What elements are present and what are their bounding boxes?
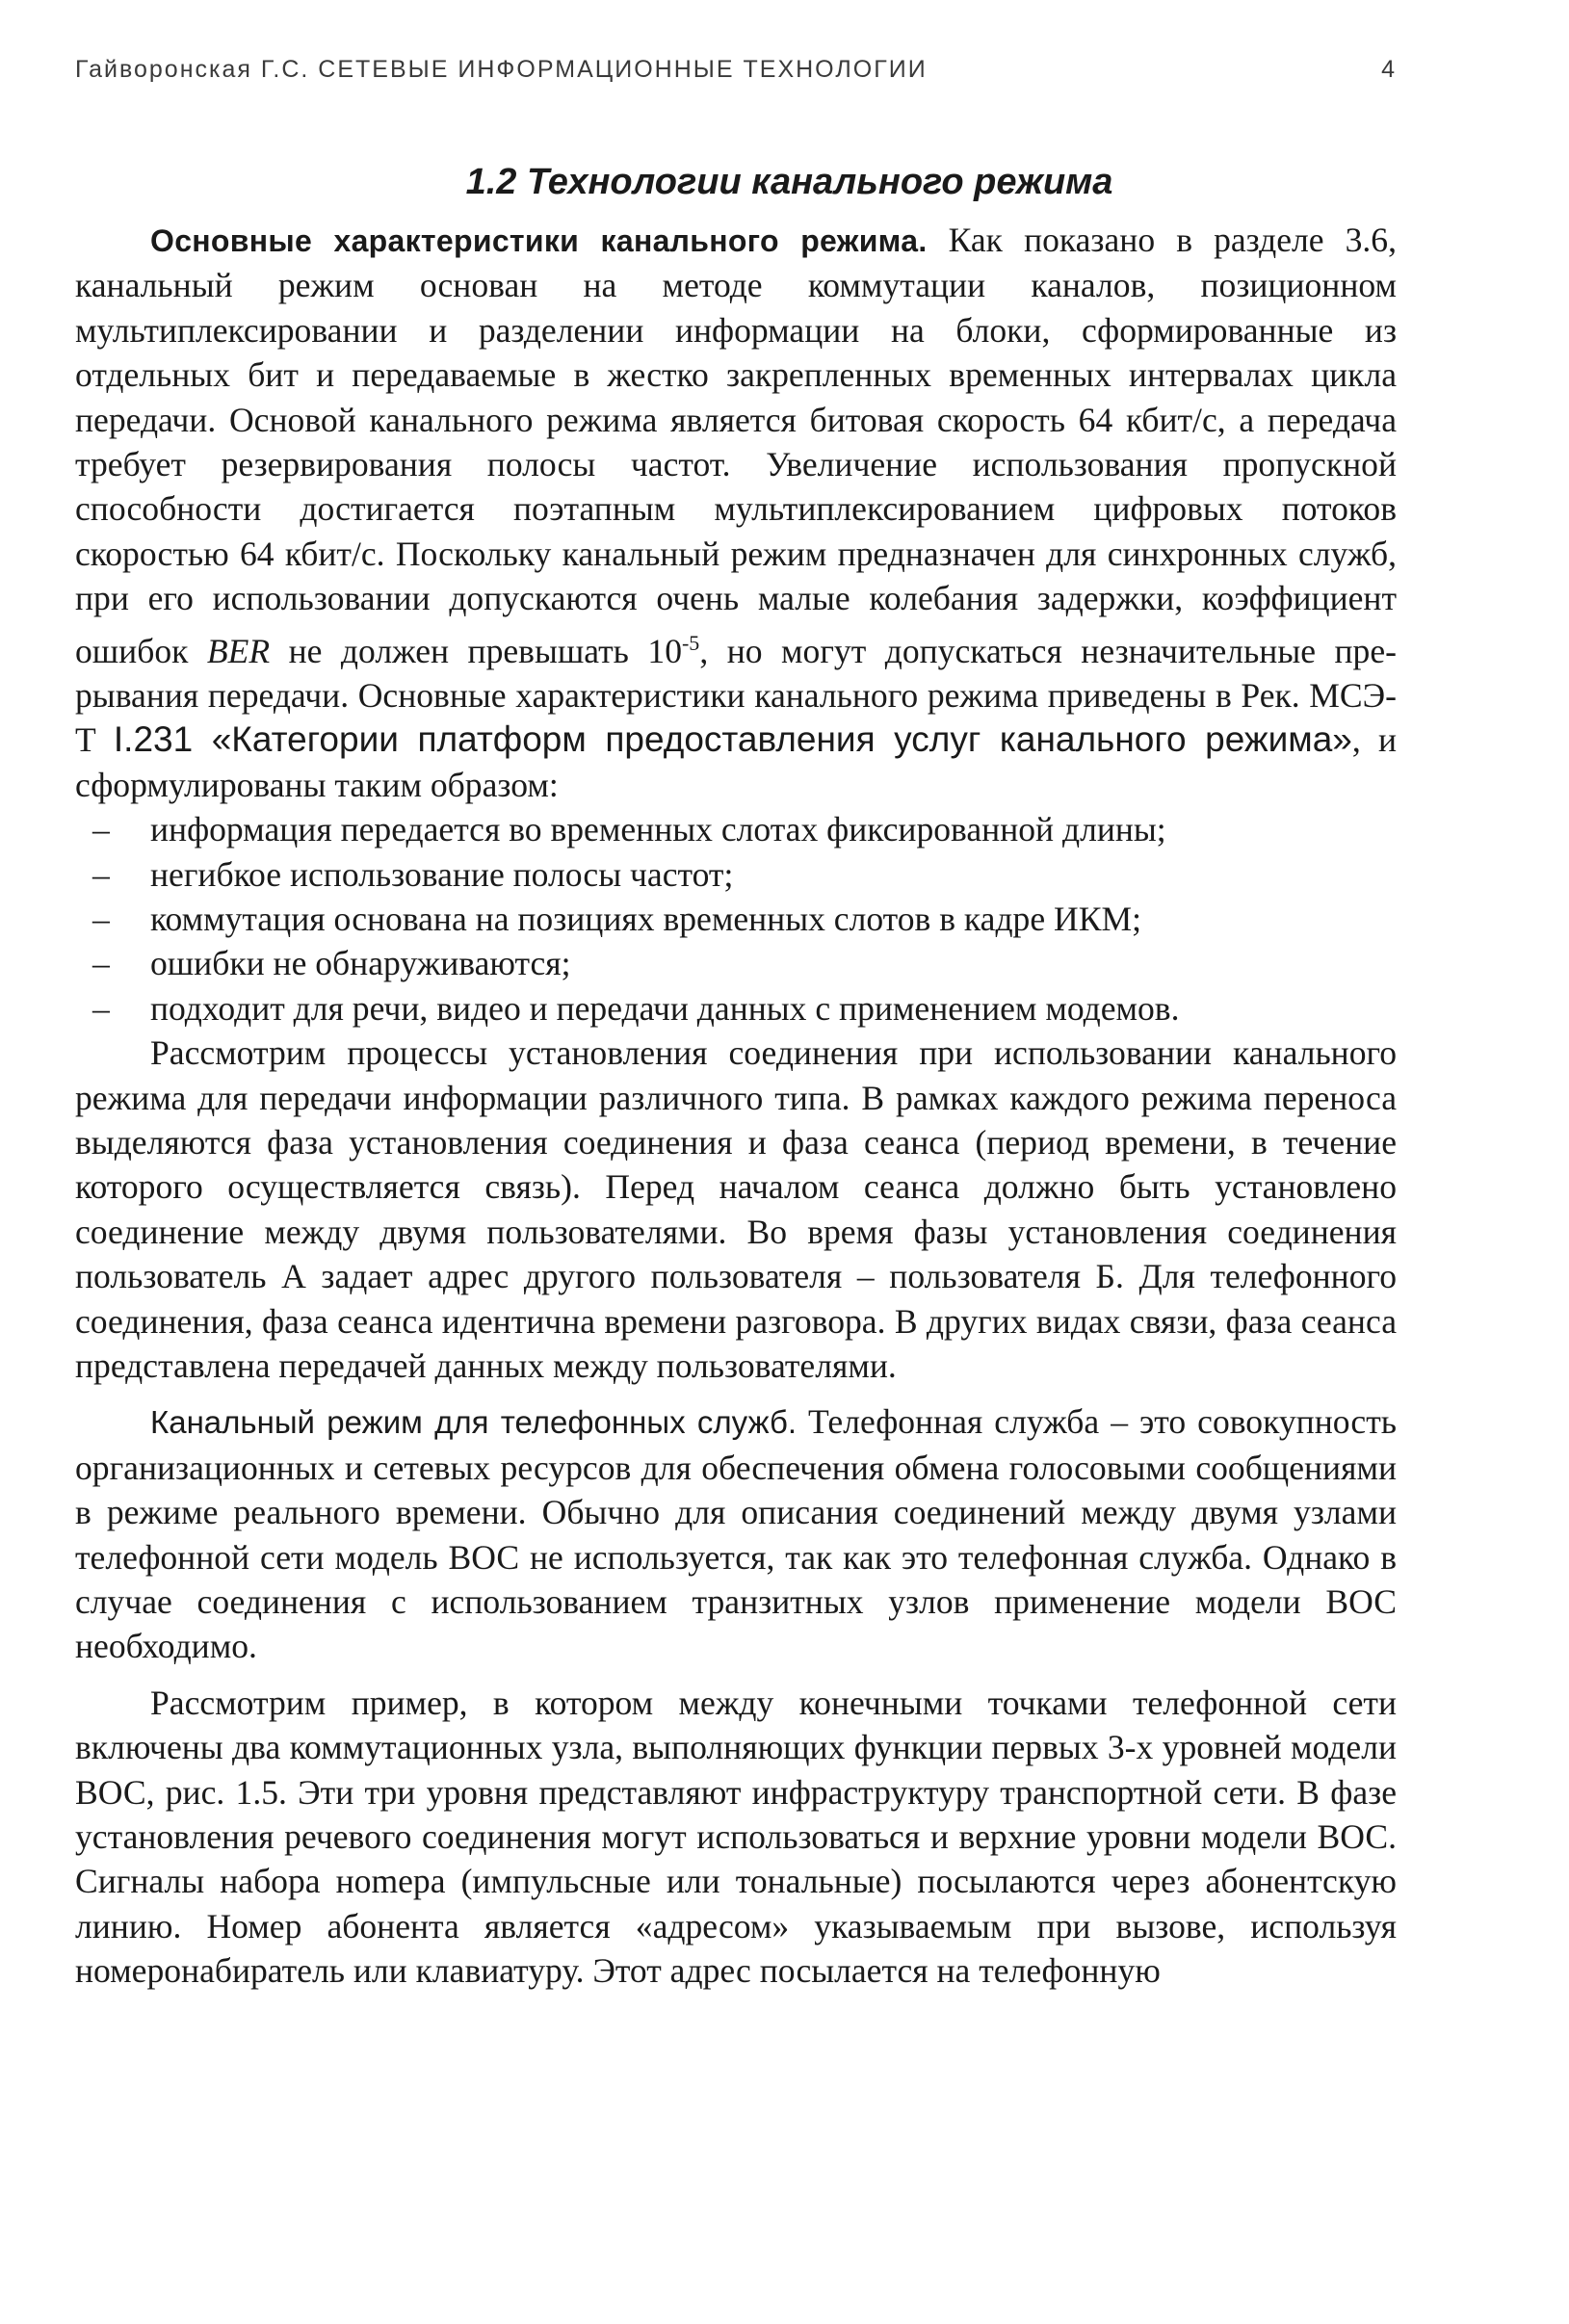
- section-heading: 1.2 Технологии канального режима: [465, 162, 1113, 202]
- page-number: 4: [1381, 56, 1397, 83]
- list-marker: –: [92, 899, 110, 938]
- paragraph-main-characteristics: [75, 218, 1397, 807]
- running-title: Гайворонская Г.С. СЕТЕВЫЕ ИНФОРМАЦИОННЫЕ ТЕХНОЛОГИИ: [75, 56, 928, 83]
- list-item: – ошибки не обнаруживаются;: [75, 941, 1397, 985]
- characteristics-list: [75, 807, 1397, 1031]
- list-item: – информация передается во временных слотах фиксированной длины;: [75, 807, 1397, 851]
- paragraph-text-italic: , но могут допускаться незначительные прерывания передачи. Основные характеристики канального режима приведены в Рек. МСЭ-Т: [75, 631, 1397, 760]
- exponent: -5: [681, 630, 700, 655]
- body-text: [75, 218, 1397, 1994]
- paragraph-lead-bold: Основные характеристики канального режима.: [150, 223, 928, 258]
- paragraph-lead: Канальный режим для телефонных служб.: [150, 1404, 798, 1441]
- ber-term: BER: [206, 631, 271, 670]
- list-marker: –: [92, 988, 110, 1028]
- paragraph-telephone-services: [75, 1399, 1397, 1668]
- paragraph-text: не должен превышать 10: [270, 631, 682, 670]
- list-item: – подходит для речи, видео и передачи данных с применением модемов.: [75, 986, 1397, 1031]
- list-item: – коммутация основана на позициях временных слотов в кадре ИКМ;: [75, 897, 1397, 941]
- list-marker: –: [92, 810, 110, 849]
- paragraph-connection-setup: Рассмотрим процессы установления соединения при использовании канального режима для передачи информации различного типа. В рамках каждого режима переноса выделяются фаза установления соединения и фаза сеанса (период времени, в течение которого осуществляется связь). Перед началом сеанса должно быть установлено соединение между двумя пользователями. Во время фазы установления соединения пользователь А задает адрес другого пользователя – пользователя Б. Для телефонного соединения, фаза сеанса идентична времени разговора. В других видах связи, фаза сеанса представлена передачей данных между пользователями.: [75, 1033, 1397, 1386]
- paragraph-text: Телефонная служба – это совокупность организационных и сетевых ресурсов для обеспечения обмена голосовыми сообщениями в режиме реального времени. Обычно для описания соединений между двумя узлами телефонной сети модель ВОС не используется, так как это телефонная служба. Однако в случае соединения с использованием транзитных узлов применение модели ВОС необходимо.: [75, 1402, 1397, 1666]
- paragraph-text: Как показано в разделе 3.6, канальный режим основан на методе коммутации каналов, позиционном мультиплексировании и разделении информации на блоки, сформированные из отдельных бит и передаваемые в жестко закрепленных временных интервалах цикла передачи. Основой канального режима является битовая скорость 64 кбит/с, а передача требует резервирования полосы частот. Увеличение использования пропускной способности достигается поэтапным мультиплексированием цифровых потоков скоростью 64 кбит/с. Поскольку канальный режим предназначен для синхронных служб, при его использовании допускаются очень малые колебания задержки, коэффициент ошибок: [75, 221, 1397, 670]
- list-item: – негибкое использование полосы частот;: [75, 852, 1397, 897]
- list-marker: –: [92, 854, 110, 894]
- running-header: [75, 56, 1397, 94]
- paragraph-text: , и сформулированы таким образом:: [75, 720, 1397, 804]
- paragraph-example: Рассмотрим пример, в котором между конечными точками телефонной сети включены два коммутационных узла, выполняющих функции первых 3-х уровней модели ВОС, рис. 1.5. Эти три уровня представляют инфраструктуру транспортной сети. В фазе установления речевого соединения могут использоваться и верхние уровни модели ВОС. Сигналы набора ноmера (импульсные или тональные) посылаются через абонентскую линию. Номер абонента является «адресом» указываемым при вызове, используя номеронабиратель или клавиатуру. Этот адрес посылается на телефонную: [75, 1683, 1397, 1991]
- recommendation-reference: I.231 «Категории платформ предоставления услуг канального режима»: [113, 719, 1352, 760]
- list-marker: –: [92, 944, 110, 983]
